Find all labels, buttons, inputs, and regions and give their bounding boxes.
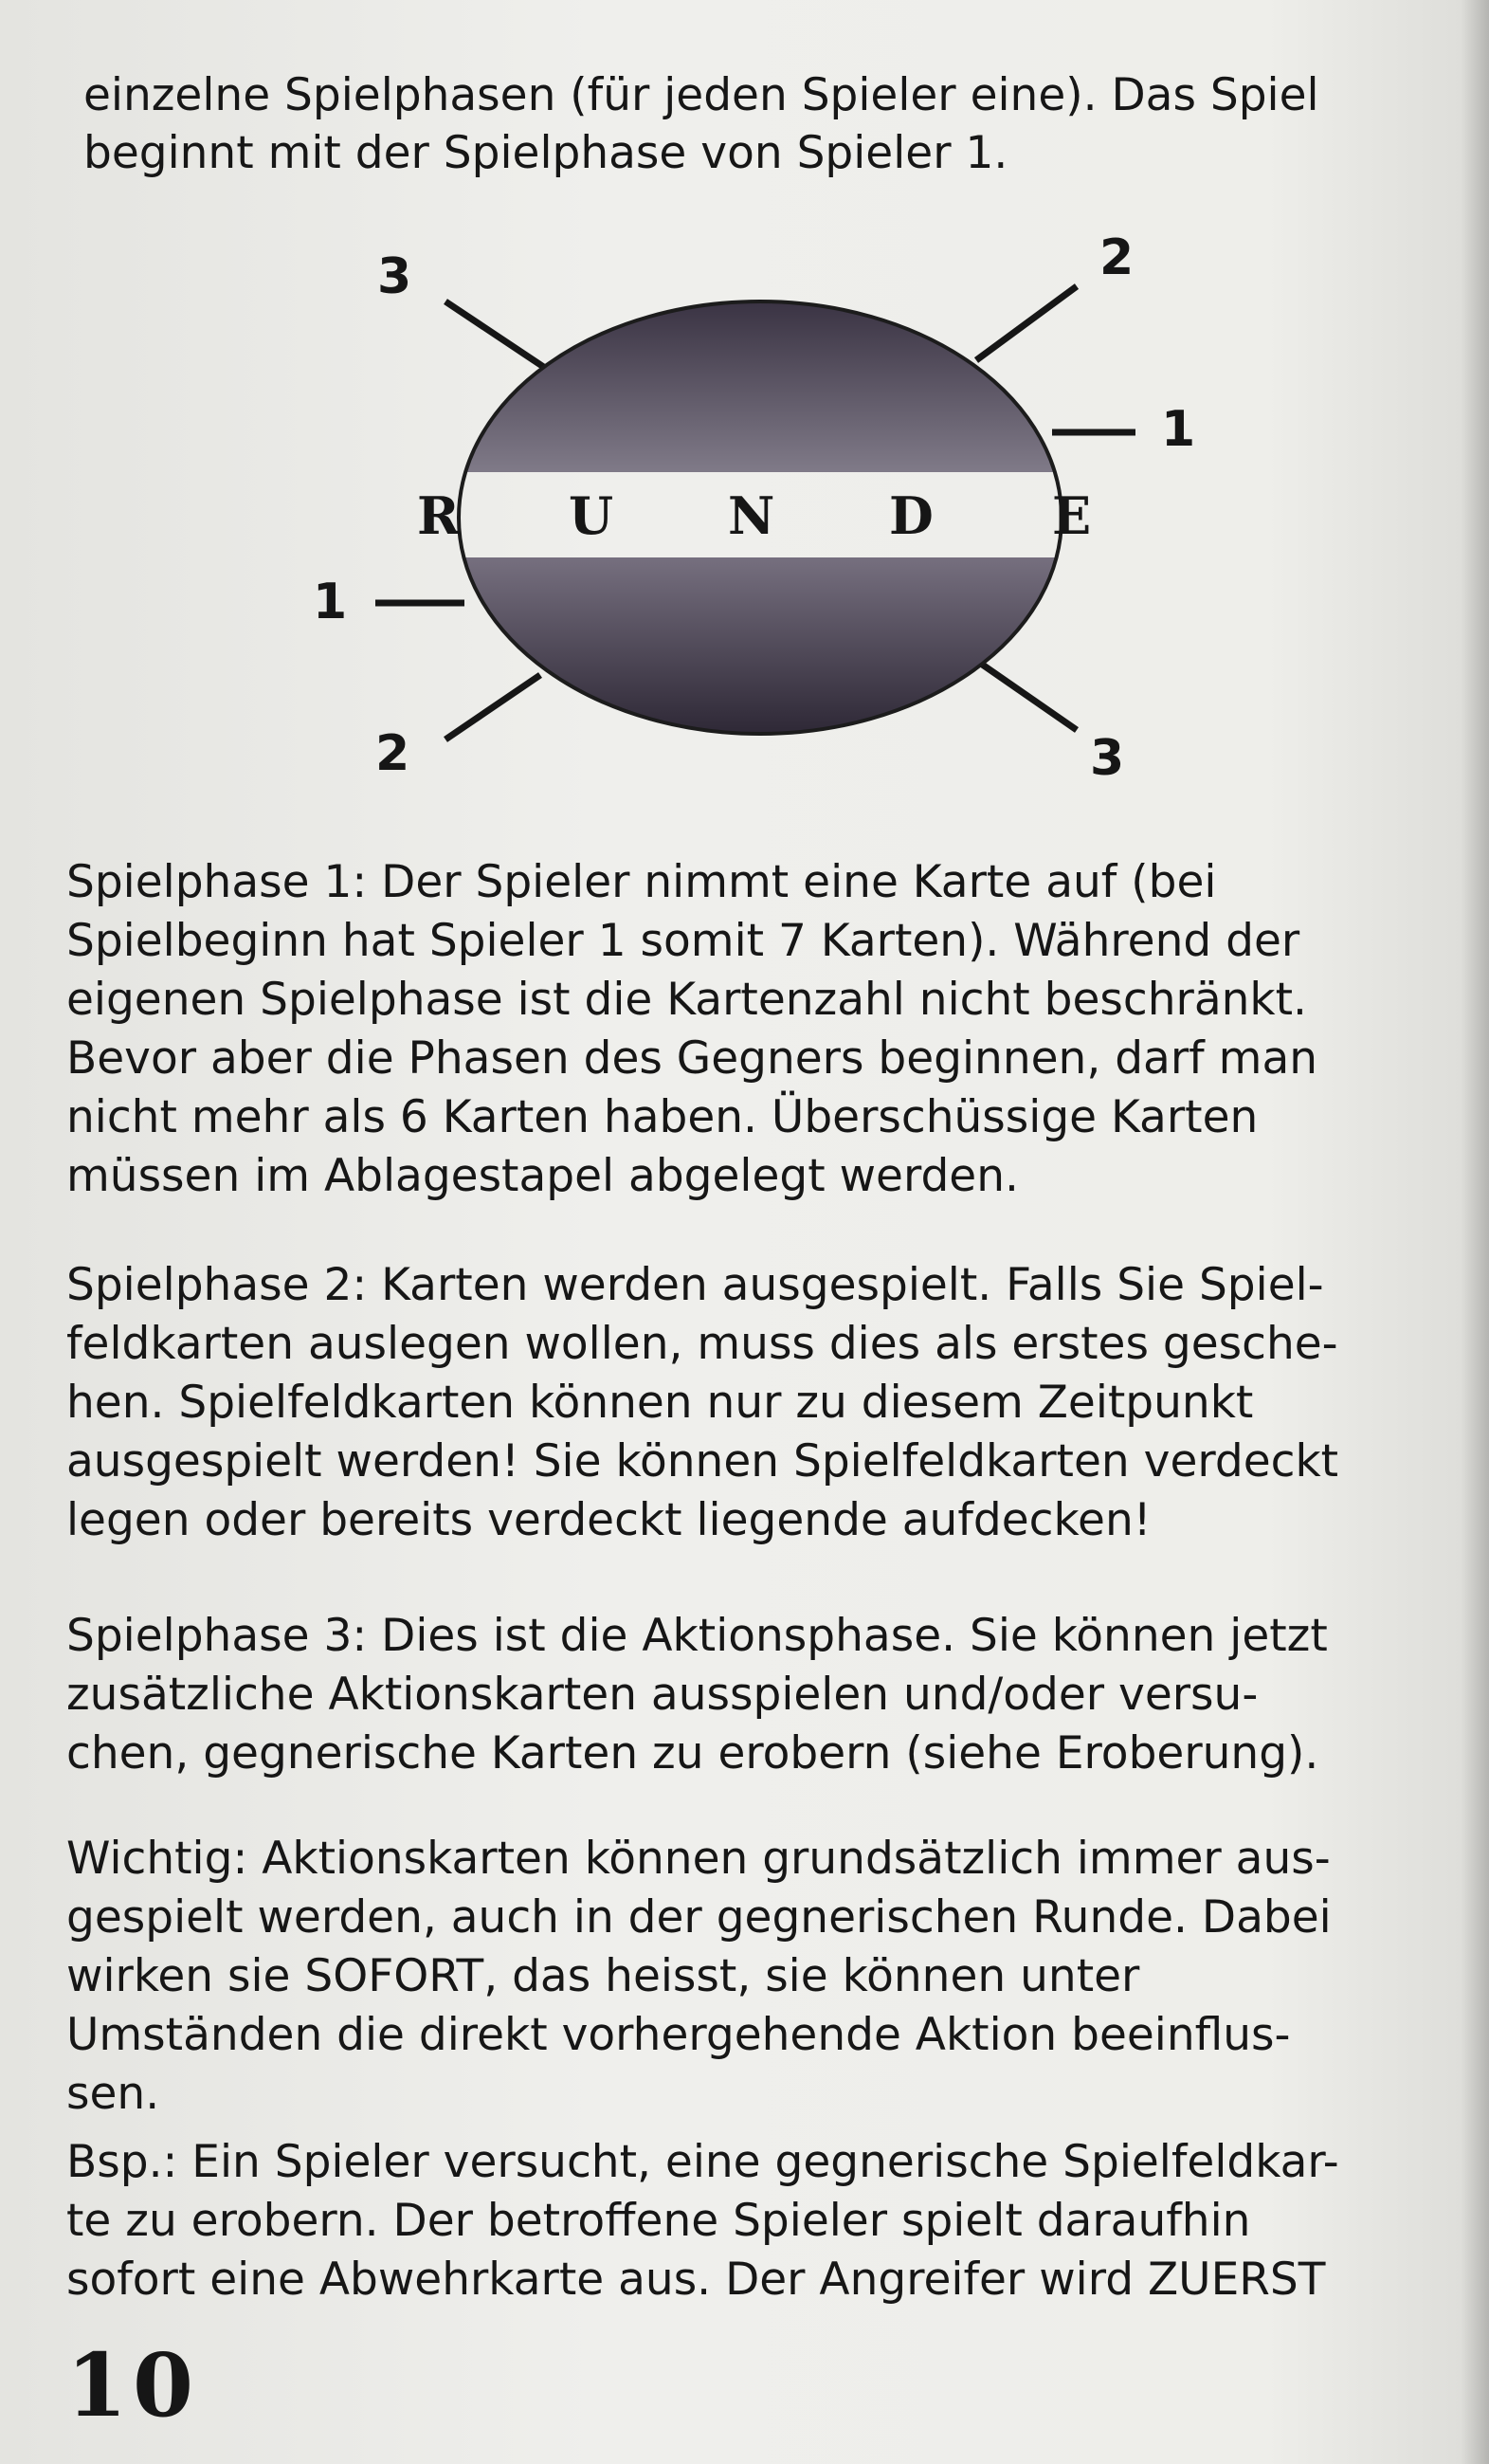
runde-letter-u: U: [569, 485, 614, 546]
spoke-label-top-right: 2: [1099, 229, 1135, 286]
paragraph-line: Spielphase 2: Karten werden ausgespielt. Falls Sie Spiel-: [66, 1259, 1324, 1311]
paragraph-phase-3: [66, 1607, 1469, 1783]
spoke-label-top-left: 3: [377, 248, 412, 305]
paragraph-line: müssen im Ablagestapel abgelegt werden.: [66, 1150, 1019, 1202]
paragraph-line: ausgespielt werden! Sie können Spielfeldkarten verdeckt: [66, 1435, 1339, 1488]
paragraph-line: gespielt werden, auch in der gegnerischen Runde. Dabei: [66, 1891, 1332, 1944]
spoke-label-left: 1: [313, 574, 348, 630]
intro-text: [83, 66, 1486, 182]
spoke-label-bottom-right: 3: [1090, 730, 1125, 787]
page-number: 10: [66, 2334, 200, 2437]
paragraph-line: hen. Spielfeldkarten können nur zu diesem Zeitpunkt: [66, 1377, 1254, 1429]
paragraph-line: Bevor aber die Phasen des Gegners beginnen, darf man: [66, 1032, 1318, 1085]
paragraph-line: legen oder bereits verdeckt liegende aufdecken!: [66, 1494, 1152, 1546]
paragraph-line: Wichtig: Aktionskarten können grundsätzlich immer aus-: [66, 1833, 1331, 1885]
paragraph-line: Umständen die direkt vorhergehende Aktion beeinflus-: [66, 2009, 1291, 2061]
paragraph-line: sofort eine Abwehrkarte aus. Der Angreifer wird ZUERST: [66, 2254, 1326, 2306]
runde-letter-r: R: [417, 485, 460, 546]
round-diagram: [313, 218, 1204, 806]
spoke-top-left: [445, 301, 545, 368]
paragraph-phase-2: [66, 1256, 1469, 1550]
paragraph-line: Spielbeginn hat Spieler 1 somit 7 Karten). Während der: [66, 915, 1300, 967]
paragraph-phase-1: [66, 853, 1469, 1206]
paragraph-line: Spielphase 1: Der Spieler nimmt eine Karte auf (bei: [66, 856, 1217, 908]
paragraph-line: sen.: [66, 2068, 160, 2120]
spoke-top-right: [976, 286, 1077, 360]
paragraph-important: [66, 1830, 1469, 2124]
spoke-bottom-right: [981, 664, 1077, 730]
runde-letter-e: E: [1052, 485, 1092, 546]
intro-line: beginnt mit der Spielphase von Spieler 1.: [83, 127, 1008, 179]
spoke-label-right: 1: [1161, 401, 1196, 458]
paragraph-line: nicht mehr als 6 Karten haben. Überschüssige Karten: [66, 1091, 1259, 1143]
paragraph-line: Bsp.: Ein Spieler versucht, eine gegnerische Spielfeldkar-: [66, 2136, 1339, 2188]
runde-letter-n: N: [728, 485, 775, 546]
paragraph-line: eigenen Spielphase ist die Kartenzahl nicht beschränkt.: [66, 974, 1308, 1026]
spoke-bottom-left: [445, 675, 540, 739]
runde-letter-d: D: [889, 485, 934, 546]
paragraph-line: chen, gegnerische Karten zu erobern (siehe Eroberung).: [66, 1727, 1319, 1780]
paragraph-line: Spielphase 3: Dies ist die Aktionsphase. Sie können jetzt: [66, 1610, 1328, 1662]
spoke-label-bottom-left: 2: [375, 725, 410, 782]
paragraph-line: zusätzliche Aktionskarten ausspielen und/oder versu-: [66, 1669, 1259, 1721]
intro-line: einzelne Spielphasen (für jeden Spieler eine). Das Spiel: [83, 69, 1319, 121]
paragraph-line: wirken sie SOFORT, das heisst, sie können unter: [66, 1950, 1140, 2002]
paragraph-line: te zu erobern. Der betroffene Spieler spielt daraufhin: [66, 2195, 1251, 2247]
paragraph-line: feldkarten auslegen wollen, muss dies als erstes gesche-: [66, 1318, 1338, 1370]
paragraph-example: [66, 2133, 1469, 2309]
